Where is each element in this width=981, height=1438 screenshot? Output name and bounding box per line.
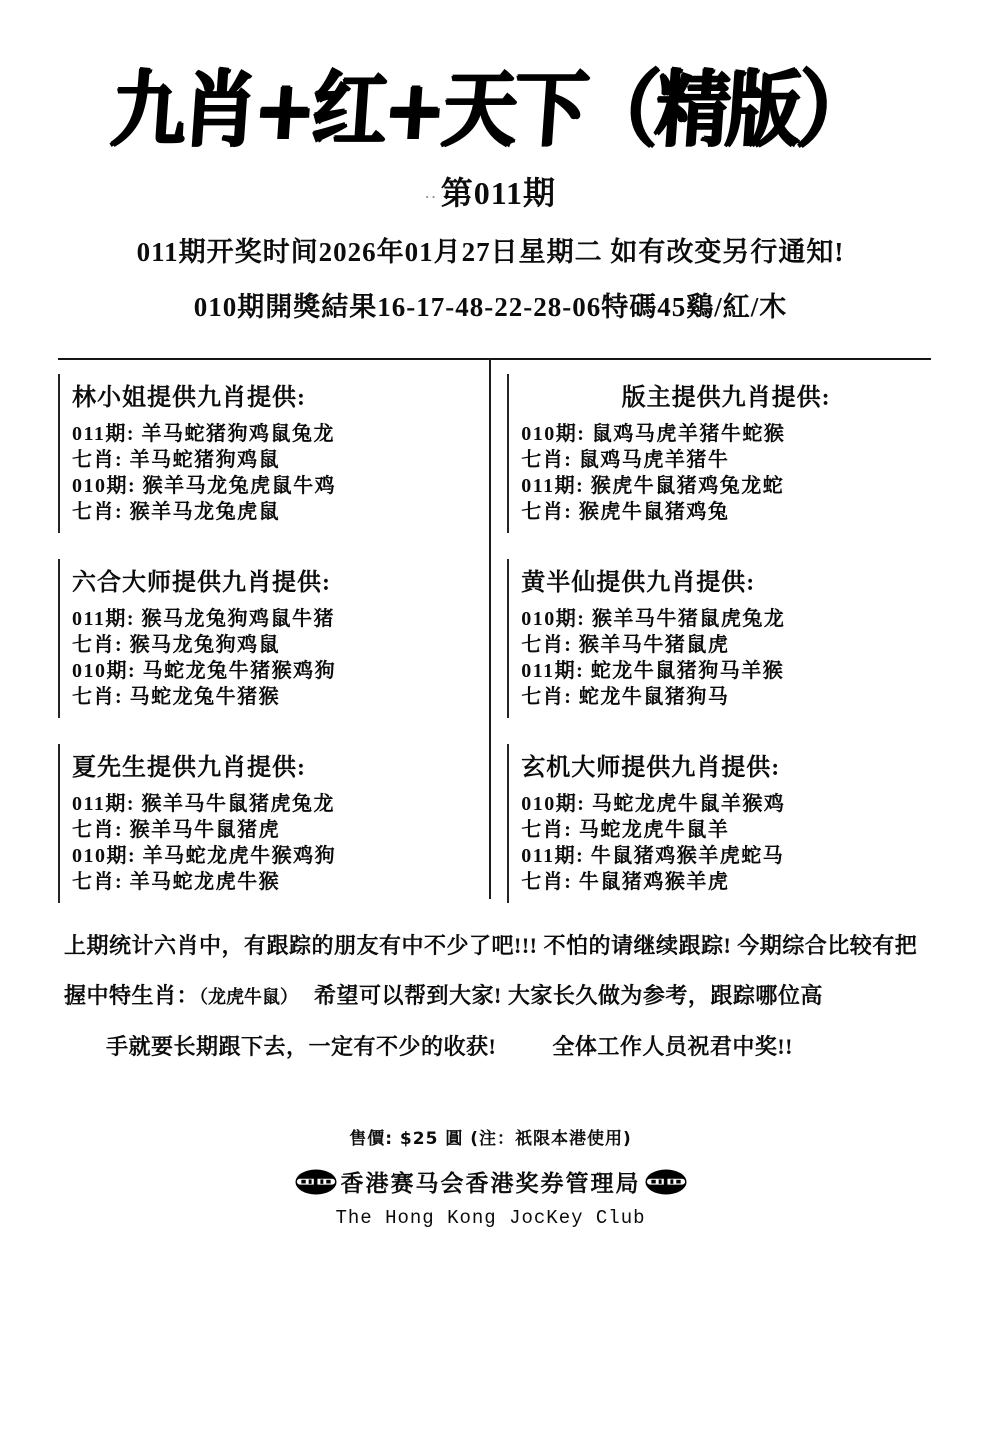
commentary-line3-right: 全体工作人员祝君中奖!! (552, 1034, 793, 1059)
provider-block-xuanjidashi (507, 744, 931, 903)
tip-row: 七肖: 羊马蛇龙虎牛猴 (72, 871, 281, 893)
tip-row: 七肖: 猴羊马牛鼠猪虎 (72, 819, 281, 841)
tip-row: 010期: 羊马蛇龙虎牛猴鸡狗 (72, 845, 337, 867)
issue-number: 第011期 (440, 175, 556, 211)
providers-grid (58, 358, 931, 903)
commentary-line2-suffix: 希望可以帮到大家! 大家长久做为参考，跟踪哪位高 (314, 983, 823, 1008)
commentary-line-3 (64, 1022, 923, 1072)
provider-block-huangbanxian (507, 559, 931, 718)
commentary-line-1: 上期统计六肖中，有跟踪的朋友有中不少了吧!!! 不怕的请继续跟踪! 今期综合比较有把 (64, 933, 918, 958)
commentary-line3-left: 手就要长期跟下去，一定有不少的收获! (106, 1034, 497, 1059)
providers-column-left (58, 358, 489, 903)
commentary-line2-prefix: 握中特生肖： (64, 983, 200, 1008)
provider-title: 版主提供九肖提供: (621, 385, 831, 411)
provider-block-linxiaojie (58, 374, 463, 533)
tip-row: 010期: 猴羊马龙兔虎鼠牛鸡 (72, 475, 337, 497)
tip-row: 011期: 猴虎牛鼠猪鸡兔龙蛇 (521, 475, 785, 497)
tip-row: 七肖: 马蛇龙兔牛猪猴 (72, 686, 281, 708)
tip-row: 011期: 牛鼠猪鸡猴羊虎蛇马 (521, 845, 785, 867)
provider-title: 夏先生提供九肖提供: (72, 755, 306, 781)
providers-column-right (489, 358, 931, 903)
scan-artifact-dots: ·· (425, 188, 438, 204)
lottery-tip-sheet (0, 50, 981, 1438)
tip-row: 010期: 马蛇龙虎牛鼠羊猴鸡 (521, 793, 786, 815)
tip-row: 011期: 猴羊马牛鼠猪虎兔龙 (72, 793, 336, 815)
tip-row: 010期: 猴羊马牛猪鼠虎兔龙 (521, 608, 786, 630)
provider-title: 玄机大师提供九肖提供: (521, 755, 781, 781)
draw-time-line: 011期开奖时间2026年01月27日星期二 如有改变另行通知! (136, 237, 845, 267)
column-divider-line (489, 358, 491, 899)
tip-row: 七肖: 猴羊马牛猪鼠虎 (521, 634, 730, 656)
provider-title: 黄半仙提供九肖提供: (521, 570, 756, 596)
last-result-line: 010期開獎結果16-17-48-22-28-06特碼45鷄/紅/木 (193, 292, 788, 322)
provider-title: 六合大师提供九肖提供: (72, 570, 331, 596)
commentary-line-2 (64, 971, 923, 1022)
commentary-paragraph (64, 921, 923, 1072)
tip-row: 七肖: 蛇龙牛鼠猪狗马 (521, 686, 730, 708)
club-name-chinese: 香港赛马会香港奖券管理局 (340, 1171, 641, 1196)
jockey-club-logo-icon (294, 1167, 338, 1197)
tip-row: 011期: 猴马龙兔狗鸡鼠牛猪 (72, 608, 336, 630)
tip-row: 七肖: 羊马蛇猪狗鸡鼠 (72, 449, 281, 471)
tip-row: 七肖: 牛鼠猪鸡猴羊虎 (521, 871, 730, 893)
special-zodiac-bracket: （龙虎牛鼠） (199, 987, 299, 1007)
tip-row: 七肖: 猴虎牛鼠猪鸡兔 (521, 501, 730, 523)
tip-row: 011期: 蛇龙牛鼠猪狗马羊猴 (521, 660, 785, 682)
provider-title: 林小姐提供九肖提供: (72, 385, 306, 411)
tip-row: 七肖: 鼠鸡马虎羊猪牛 (521, 449, 730, 471)
club-logo-row (0, 1165, 981, 1198)
tip-row: 七肖: 马蛇龙虎牛鼠羊 (521, 819, 730, 841)
issue-number-line (0, 168, 981, 214)
jockey-club-logo-icon (644, 1167, 688, 1197)
masthead-logo-title: 九肖+红+天下（精版） (108, 61, 872, 158)
club-name-english: The Hong Kong JocKey Club (335, 1207, 646, 1229)
provider-block-banzhu (507, 374, 931, 533)
tip-row: 010期: 鼠鸡马虎羊猪牛蛇猴 (521, 423, 786, 445)
provider-block-xiaxiansheng (58, 744, 463, 903)
price-line: 售價: $25 圓 (注：祇限本港使用) (349, 1129, 632, 1149)
tip-row: 七肖: 猴马龙兔狗鸡鼠 (72, 634, 281, 656)
tip-row: 010期: 马蛇龙兔牛猪猴鸡狗 (72, 660, 337, 682)
tip-row: 011期: 羊马蛇猪狗鸡鼠兔龙 (72, 423, 336, 445)
tip-row: 七肖: 猴羊马龙兔虎鼠 (72, 501, 281, 523)
provider-block-liuhedashi (58, 559, 463, 718)
